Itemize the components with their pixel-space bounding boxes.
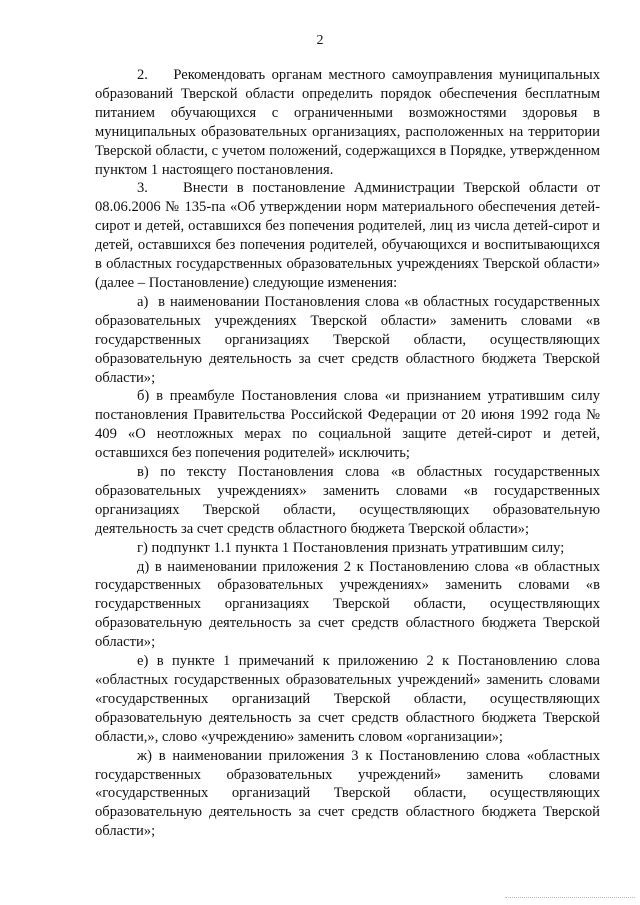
subparagraph-e: е) в пункте 1 примечаний к приложению 2 к Постановлению слова «областных государственных образовательных учреждений» заменить словами «государственных организаций Тверской области, осуществляющих образовательную деятельность за счет средств областного бюджета Тверской области,», слово «учреждению» заменить словом «организации»;: [95, 653, 600, 745]
subparagraph-zh: ж) в наименовании приложения 3 к Постановлению слова «областных государственных образовательных учреждений» заменить словами «государственных организаций Тверской области, осуществляющих образовательную деятельность за счет средств областного бюджета Тверской области»;: [95, 747, 600, 840]
scan-artifact-divider: [505, 897, 635, 898]
document-body: [95, 66, 600, 841]
subparagraph-b: б) в преамбуле Постановления слова «и признанием утратившим силу постановления Правительства Российской Федерации от 20 июня 1992 года № 409 «О неотложных мерах по социальной защите детей-сирот и детей, оставшихся без попечения родителей» исключить;: [95, 388, 600, 462]
page-number: 2: [316, 33, 324, 48]
subparagraph-a: а) в наименовании Постановления слова «в областных государственных образовательных учреждениях Тверской области» заменить словами «в государственных организациях Тверской области, осуществляющих образовательную деятельность за счет средств областного бюджета Тверской области»;: [95, 293, 600, 386]
subparagraph-v: в) по тексту Постановления слова «в областных государственных образовательных учреждениях» заменить словами «в государственных организациях Тверской области, осуществляющих образовательную деятельность за счет средств областного бюджета Тверской области»;: [95, 464, 600, 537]
subparagraph-g: г) подпункт 1.1 пункта 1 Постановления признать утратившим силу;: [137, 539, 565, 556]
paragraph-item-3: 3. Внести в постановление Администрации Тверской области от 08.06.2006 № 135-па «Об утверждении норм материального обеспечения детей-сирот и детей, оставшихся без попечения родителей, лиц из числа детей-сирот и детей, оставшихся без попечения родителей, обучающихся и воспитывающихся в областных государственных образовательных учреждениях Тверской области» (далее – Постановление) следующие изменения:: [95, 180, 600, 291]
subparagraph-d: д) в наименовании приложения 2 к Постановлению слова «в областных государственных образовательных учреждениях» заменить словами «в государственных организациях Тверской области, осуществляющих образовательную деятельность за счет средств областного бюджета Тверской области»;: [95, 558, 600, 651]
paragraph-item-2: 2. Рекомендовать органам местного самоуправления муниципальных образований Тверской области определить порядок обеспечения бесплатным питанием обучающихся с ограниченными возможностями здоровья в муниципальных образовательных организациях, расположенных на территории Тверской области, с учетом положений, содержащихся в Порядке, утвержденном пунктом 1 настоящего постановления.: [95, 67, 600, 178]
